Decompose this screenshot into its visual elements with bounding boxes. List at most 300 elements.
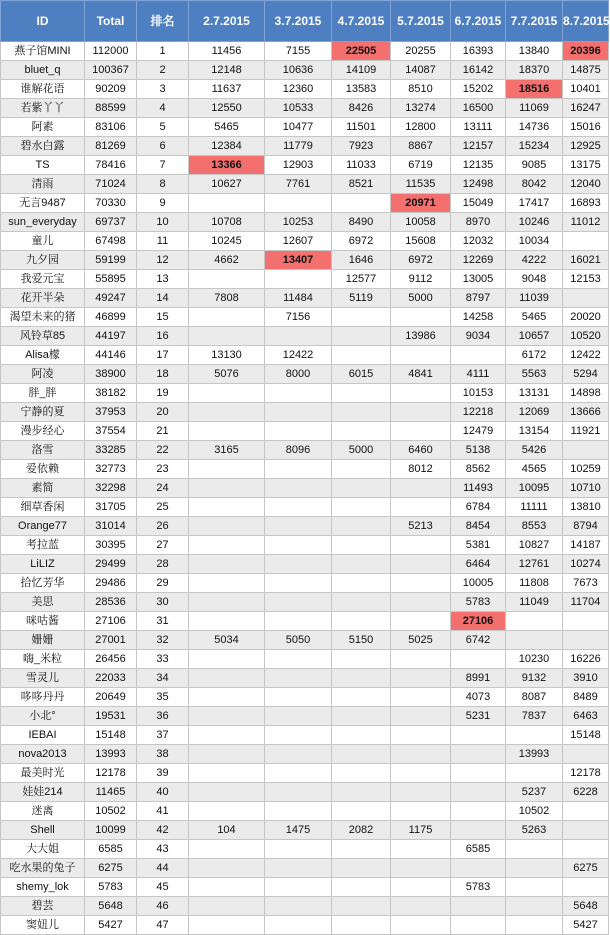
user-id-cell[interactable]: shemy_lok [1, 878, 85, 897]
rank-cell[interactable]: 36 [137, 707, 189, 726]
rank-cell[interactable]: 21 [137, 422, 189, 441]
rank-cell[interactable]: 27 [137, 536, 189, 555]
daily-value-cell[interactable]: 9048 [506, 270, 563, 289]
user-id-cell[interactable]: 美思 [1, 593, 85, 612]
daily-value-cell[interactable] [563, 821, 609, 840]
rank-cell[interactable]: 29 [137, 574, 189, 593]
daily-value-cell[interactable]: 10274 [563, 555, 609, 574]
total-cell[interactable]: 5783 [85, 878, 137, 897]
daily-value-cell[interactable] [332, 783, 391, 802]
total-cell[interactable]: 33285 [85, 441, 137, 460]
daily-value-cell[interactable] [332, 384, 391, 403]
total-cell[interactable]: 81269 [85, 137, 137, 156]
daily-value-cell[interactable] [265, 194, 332, 213]
total-cell[interactable]: 55895 [85, 270, 137, 289]
daily-value-cell[interactable]: 5381 [451, 536, 506, 555]
daily-value-cell[interactable]: 16247 [563, 99, 609, 118]
daily-value-cell[interactable]: 14898 [563, 384, 609, 403]
total-cell[interactable]: 31014 [85, 517, 137, 536]
rank-cell[interactable]: 23 [137, 460, 189, 479]
daily-value-cell[interactable]: 10710 [563, 479, 609, 498]
daily-value-cell[interactable] [506, 726, 563, 745]
user-id-cell[interactable]: 小北° [1, 707, 85, 726]
daily-value-cell[interactable]: 11049 [506, 593, 563, 612]
daily-value-cell[interactable] [189, 859, 265, 878]
daily-value-cell[interactable]: 5034 [189, 631, 265, 650]
user-id-cell[interactable]: 洛雪 [1, 441, 85, 460]
total-cell[interactable]: 44197 [85, 327, 137, 346]
daily-value-cell[interactable] [332, 460, 391, 479]
daily-value-cell[interactable] [332, 650, 391, 669]
daily-value-cell[interactable] [189, 403, 265, 422]
daily-value-cell[interactable]: 5050 [265, 631, 332, 650]
daily-value-cell[interactable]: 8797 [451, 289, 506, 308]
daily-value-cell[interactable]: 6742 [451, 631, 506, 650]
daily-value-cell[interactable] [189, 764, 265, 783]
daily-value-cell[interactable]: 5427 [563, 916, 609, 935]
daily-value-cell[interactable]: 10827 [506, 536, 563, 555]
daily-value-cell[interactable] [189, 897, 265, 916]
daily-value-cell[interactable]: 10477 [265, 118, 332, 137]
rank-cell[interactable]: 8 [137, 175, 189, 194]
rank-cell[interactable]: 31 [137, 612, 189, 631]
total-cell[interactable]: 30395 [85, 536, 137, 555]
daily-value-cell[interactable]: 12498 [451, 175, 506, 194]
daily-value-cell[interactable] [332, 555, 391, 574]
daily-value-cell[interactable]: 8000 [265, 365, 332, 384]
total-cell[interactable]: 31705 [85, 498, 137, 517]
total-cell[interactable]: 83106 [85, 118, 137, 137]
user-id-cell[interactable]: 清雨 [1, 175, 85, 194]
user-id-cell[interactable]: 嗨_米粒 [1, 650, 85, 669]
rank-cell[interactable]: 42 [137, 821, 189, 840]
daily-value-cell[interactable] [332, 764, 391, 783]
user-id-cell[interactable]: 姗姗 [1, 631, 85, 650]
daily-value-cell[interactable] [189, 422, 265, 441]
daily-value-cell[interactable] [189, 726, 265, 745]
total-cell[interactable]: 67498 [85, 232, 137, 251]
daily-value-cell[interactable] [506, 878, 563, 897]
total-cell[interactable]: 11465 [85, 783, 137, 802]
daily-value-cell[interactable] [563, 878, 609, 897]
daily-value-cell[interactable] [391, 745, 451, 764]
daily-value-cell[interactable] [189, 460, 265, 479]
daily-value-cell[interactable]: 8426 [332, 99, 391, 118]
rank-cell[interactable]: 37 [137, 726, 189, 745]
daily-value-cell[interactable]: 11921 [563, 422, 609, 441]
daily-value-cell[interactable]: 13154 [506, 422, 563, 441]
daily-value-cell[interactable]: 10502 [506, 802, 563, 821]
daily-value-cell[interactable]: 15148 [563, 726, 609, 745]
daily-value-cell[interactable] [391, 840, 451, 859]
user-id-cell[interactable]: 窦妞儿 [1, 916, 85, 935]
daily-value-cell[interactable]: 6172 [506, 346, 563, 365]
column-header[interactable]: 8.7.2015 [563, 1, 609, 42]
daily-value-cell[interactable] [265, 612, 332, 631]
daily-value-cell[interactable]: 12148 [189, 61, 265, 80]
daily-value-cell[interactable]: 15608 [391, 232, 451, 251]
daily-value-cell[interactable] [265, 916, 332, 935]
daily-value-cell[interactable]: 6719 [391, 156, 451, 175]
rank-cell[interactable]: 2 [137, 61, 189, 80]
daily-value-cell[interactable]: 1475 [265, 821, 332, 840]
daily-value-cell[interactable]: 13840 [506, 42, 563, 61]
daily-value-cell[interactable] [391, 707, 451, 726]
daily-value-cell[interactable]: 5783 [451, 593, 506, 612]
user-id-cell[interactable]: 阿凌 [1, 365, 85, 384]
total-cell[interactable]: 10099 [85, 821, 137, 840]
daily-value-cell[interactable] [189, 688, 265, 707]
daily-value-cell[interactable]: 16226 [563, 650, 609, 669]
daily-value-cell[interactable]: 10034 [506, 232, 563, 251]
daily-value-cell[interactable]: 11111 [506, 498, 563, 517]
daily-value-cell[interactable] [332, 346, 391, 365]
daily-value-cell[interactable] [391, 536, 451, 555]
daily-value-cell[interactable] [451, 726, 506, 745]
daily-value-cell[interactable] [265, 498, 332, 517]
daily-value-cell[interactable] [391, 403, 451, 422]
daily-value-cell[interactable] [332, 308, 391, 327]
rank-cell[interactable]: 32 [137, 631, 189, 650]
daily-value-cell[interactable]: 18516 [506, 80, 563, 99]
daily-value-cell[interactable] [265, 574, 332, 593]
daily-value-cell[interactable]: 5783 [451, 878, 506, 897]
daily-value-cell[interactable]: 3165 [189, 441, 265, 460]
daily-value-cell[interactable]: 10627 [189, 175, 265, 194]
daily-value-cell[interactable]: 6463 [563, 707, 609, 726]
daily-value-cell[interactable]: 8454 [451, 517, 506, 536]
user-id-cell[interactable]: 童儿 [1, 232, 85, 251]
rank-cell[interactable]: 22 [137, 441, 189, 460]
daily-value-cell[interactable] [189, 327, 265, 346]
daily-value-cell[interactable]: 13810 [563, 498, 609, 517]
daily-value-cell[interactable]: 5000 [332, 441, 391, 460]
daily-value-cell[interactable] [332, 327, 391, 346]
daily-value-cell[interactable]: 7155 [265, 42, 332, 61]
rank-cell[interactable]: 16 [137, 327, 189, 346]
daily-value-cell[interactable]: 10253 [265, 213, 332, 232]
rank-cell[interactable]: 25 [137, 498, 189, 517]
daily-value-cell[interactable] [506, 840, 563, 859]
daily-value-cell[interactable]: 12218 [451, 403, 506, 422]
total-cell[interactable]: 6275 [85, 859, 137, 878]
rank-cell[interactable]: 19 [137, 384, 189, 403]
daily-value-cell[interactable]: 5213 [391, 517, 451, 536]
daily-value-cell[interactable]: 7156 [265, 308, 332, 327]
daily-value-cell[interactable] [391, 384, 451, 403]
daily-value-cell[interactable]: 10058 [391, 213, 451, 232]
daily-value-cell[interactable]: 13993 [506, 745, 563, 764]
daily-value-cell[interactable]: 10245 [189, 232, 265, 251]
daily-value-cell[interactable]: 16500 [451, 99, 506, 118]
daily-value-cell[interactable] [391, 764, 451, 783]
user-id-cell[interactable]: 宁静的夏 [1, 403, 85, 422]
total-cell[interactable]: 20649 [85, 688, 137, 707]
total-cell[interactable]: 44146 [85, 346, 137, 365]
daily-value-cell[interactable]: 5025 [391, 631, 451, 650]
daily-value-cell[interactable]: 15202 [451, 80, 506, 99]
daily-value-cell[interactable]: 8510 [391, 80, 451, 99]
daily-value-cell[interactable] [506, 916, 563, 935]
daily-value-cell[interactable] [451, 859, 506, 878]
total-cell[interactable]: 69737 [85, 213, 137, 232]
daily-value-cell[interactable]: 6464 [451, 555, 506, 574]
column-header[interactable]: 2.7.2015 [189, 1, 265, 42]
daily-value-cell[interactable]: 1175 [391, 821, 451, 840]
daily-value-cell[interactable]: 11637 [189, 80, 265, 99]
daily-value-cell[interactable]: 10636 [265, 61, 332, 80]
daily-value-cell[interactable]: 9034 [451, 327, 506, 346]
daily-value-cell[interactable]: 12032 [451, 232, 506, 251]
rank-cell[interactable]: 44 [137, 859, 189, 878]
daily-value-cell[interactable] [563, 631, 609, 650]
daily-value-cell[interactable]: 12577 [332, 270, 391, 289]
daily-value-cell[interactable]: 10533 [265, 99, 332, 118]
daily-value-cell[interactable] [189, 498, 265, 517]
daily-value-cell[interactable]: 11779 [265, 137, 332, 156]
daily-value-cell[interactable] [451, 346, 506, 365]
user-id-cell[interactable]: bluet_q [1, 61, 85, 80]
daily-value-cell[interactable] [391, 555, 451, 574]
rank-cell[interactable]: 34 [137, 669, 189, 688]
user-id-cell[interactable]: 细草香闲 [1, 498, 85, 517]
rank-cell[interactable]: 15 [137, 308, 189, 327]
total-cell[interactable]: 38182 [85, 384, 137, 403]
daily-value-cell[interactable] [391, 422, 451, 441]
rank-cell[interactable]: 6 [137, 137, 189, 156]
daily-value-cell[interactable] [265, 840, 332, 859]
column-header[interactable]: 4.7.2015 [332, 1, 391, 42]
user-id-cell[interactable]: 考拉蓝 [1, 536, 85, 555]
user-id-cell[interactable]: 谁解花语 [1, 80, 85, 99]
daily-value-cell[interactable]: 12422 [265, 346, 332, 365]
daily-value-cell[interactable]: 6015 [332, 365, 391, 384]
daily-value-cell[interactable]: 13111 [451, 118, 506, 137]
daily-value-cell[interactable] [189, 916, 265, 935]
daily-value-cell[interactable] [391, 726, 451, 745]
total-cell[interactable]: 19531 [85, 707, 137, 726]
daily-value-cell[interactable]: 17417 [506, 194, 563, 213]
daily-value-cell[interactable]: 13005 [451, 270, 506, 289]
daily-value-cell[interactable]: 12269 [451, 251, 506, 270]
daily-value-cell[interactable] [332, 707, 391, 726]
daily-value-cell[interactable] [563, 802, 609, 821]
user-id-cell[interactable]: 九夕园 [1, 251, 85, 270]
column-header[interactable]: 排名 [137, 1, 189, 42]
total-cell[interactable]: 32773 [85, 460, 137, 479]
daily-value-cell[interactable]: 5648 [563, 897, 609, 916]
user-id-cell[interactable]: 若紫丫丫 [1, 99, 85, 118]
daily-value-cell[interactable]: 10657 [506, 327, 563, 346]
rank-cell[interactable]: 40 [137, 783, 189, 802]
daily-value-cell[interactable]: 11069 [506, 99, 563, 118]
daily-value-cell[interactable]: 16893 [563, 194, 609, 213]
daily-value-cell[interactable]: 4073 [451, 688, 506, 707]
daily-value-cell[interactable] [391, 308, 451, 327]
daily-value-cell[interactable]: 10153 [451, 384, 506, 403]
daily-value-cell[interactable] [563, 612, 609, 631]
daily-value-cell[interactable]: 8991 [451, 669, 506, 688]
daily-value-cell[interactable]: 14875 [563, 61, 609, 80]
daily-value-cell[interactable]: 5237 [506, 783, 563, 802]
daily-value-cell[interactable] [391, 612, 451, 631]
rank-cell[interactable]: 12 [137, 251, 189, 270]
daily-value-cell[interactable] [391, 479, 451, 498]
user-id-cell[interactable]: 我爱元宝 [1, 270, 85, 289]
daily-value-cell[interactable]: 12550 [189, 99, 265, 118]
daily-value-cell[interactable]: 11493 [451, 479, 506, 498]
daily-value-cell[interactable] [332, 593, 391, 612]
daily-value-cell[interactable]: 8867 [391, 137, 451, 156]
daily-value-cell[interactable] [189, 802, 265, 821]
daily-value-cell[interactable] [265, 403, 332, 422]
daily-value-cell[interactable] [265, 764, 332, 783]
rank-cell[interactable]: 24 [137, 479, 189, 498]
daily-value-cell[interactable]: 8794 [563, 517, 609, 536]
rank-cell[interactable]: 28 [137, 555, 189, 574]
daily-value-cell[interactable] [265, 688, 332, 707]
column-header[interactable]: 6.7.2015 [451, 1, 506, 42]
daily-value-cell[interactable]: 15234 [506, 137, 563, 156]
daily-value-cell[interactable]: 11033 [332, 156, 391, 175]
daily-value-cell[interactable] [265, 327, 332, 346]
daily-value-cell[interactable]: 5231 [451, 707, 506, 726]
daily-value-cell[interactable]: 104 [189, 821, 265, 840]
daily-value-cell[interactable]: 20020 [563, 308, 609, 327]
daily-value-cell[interactable]: 5000 [391, 289, 451, 308]
daily-value-cell[interactable]: 8553 [506, 517, 563, 536]
daily-value-cell[interactable] [265, 802, 332, 821]
user-id-cell[interactable]: 娃娃214 [1, 783, 85, 802]
user-id-cell[interactable]: 阿素 [1, 118, 85, 137]
total-cell[interactable]: 90209 [85, 80, 137, 99]
rank-cell[interactable]: 43 [137, 840, 189, 859]
column-header[interactable]: 5.7.2015 [391, 1, 451, 42]
daily-value-cell[interactable] [391, 346, 451, 365]
daily-value-cell[interactable]: 10230 [506, 650, 563, 669]
daily-value-cell[interactable]: 4662 [189, 251, 265, 270]
daily-value-cell[interactable] [391, 593, 451, 612]
daily-value-cell[interactable] [451, 802, 506, 821]
daily-value-cell[interactable]: 8087 [506, 688, 563, 707]
daily-value-cell[interactable] [265, 745, 332, 764]
daily-value-cell[interactable]: 7837 [506, 707, 563, 726]
daily-value-cell[interactable]: 10246 [506, 213, 563, 232]
rank-cell[interactable]: 13 [137, 270, 189, 289]
daily-value-cell[interactable] [332, 840, 391, 859]
rank-cell[interactable]: 38 [137, 745, 189, 764]
daily-value-cell[interactable] [265, 593, 332, 612]
daily-value-cell[interactable]: 6585 [451, 840, 506, 859]
daily-value-cell[interactable]: 11704 [563, 593, 609, 612]
daily-value-cell[interactable] [189, 707, 265, 726]
daily-value-cell[interactable] [451, 916, 506, 935]
daily-value-cell[interactable]: 11535 [391, 175, 451, 194]
daily-value-cell[interactable] [265, 897, 332, 916]
daily-value-cell[interactable] [332, 802, 391, 821]
daily-value-cell[interactable]: 12607 [265, 232, 332, 251]
daily-value-cell[interactable]: 5150 [332, 631, 391, 650]
daily-value-cell[interactable]: 11039 [506, 289, 563, 308]
daily-value-cell[interactable]: 12135 [451, 156, 506, 175]
rank-cell[interactable]: 7 [137, 156, 189, 175]
user-id-cell[interactable]: nova2013 [1, 745, 85, 764]
daily-value-cell[interactable] [391, 574, 451, 593]
daily-value-cell[interactable]: 4841 [391, 365, 451, 384]
daily-value-cell[interactable] [189, 384, 265, 403]
daily-value-cell[interactable]: 13130 [189, 346, 265, 365]
daily-value-cell[interactable] [189, 270, 265, 289]
daily-value-cell[interactable]: 5426 [506, 441, 563, 460]
daily-value-cell[interactable]: 12040 [563, 175, 609, 194]
user-id-cell[interactable]: Shell [1, 821, 85, 840]
daily-value-cell[interactable] [332, 536, 391, 555]
user-id-cell[interactable]: 漫步经心 [1, 422, 85, 441]
total-cell[interactable]: 70330 [85, 194, 137, 213]
rank-cell[interactable]: 18 [137, 365, 189, 384]
rank-cell[interactable]: 11 [137, 232, 189, 251]
total-cell[interactable]: 37953 [85, 403, 137, 422]
daily-value-cell[interactable] [265, 650, 332, 669]
user-id-cell[interactable]: TS [1, 156, 85, 175]
daily-value-cell[interactable] [506, 897, 563, 916]
daily-value-cell[interactable]: 14109 [332, 61, 391, 80]
user-id-cell[interactable]: Alisa檬 [1, 346, 85, 365]
user-id-cell[interactable]: 最美时光 [1, 764, 85, 783]
user-id-cell[interactable]: 咪咕酱 [1, 612, 85, 631]
daily-value-cell[interactable]: 13666 [563, 403, 609, 422]
user-id-cell[interactable]: 素简 [1, 479, 85, 498]
column-header[interactable]: Total [85, 1, 137, 42]
daily-value-cell[interactable] [391, 688, 451, 707]
column-header[interactable]: 7.7.2015 [506, 1, 563, 42]
total-cell[interactable]: 29499 [85, 555, 137, 574]
daily-value-cell[interactable]: 4222 [506, 251, 563, 270]
daily-value-cell[interactable] [265, 270, 332, 289]
daily-value-cell[interactable]: 10401 [563, 80, 609, 99]
total-cell[interactable]: 26456 [85, 650, 137, 669]
user-id-cell[interactable]: 燕子馆MINI [1, 42, 85, 61]
daily-value-cell[interactable]: 8096 [265, 441, 332, 460]
total-cell[interactable]: 13993 [85, 745, 137, 764]
daily-value-cell[interactable] [189, 574, 265, 593]
daily-value-cell[interactable] [265, 460, 332, 479]
daily-value-cell[interactable]: 5465 [506, 308, 563, 327]
total-cell[interactable]: 28536 [85, 593, 137, 612]
daily-value-cell[interactable] [391, 783, 451, 802]
total-cell[interactable]: 78416 [85, 156, 137, 175]
daily-value-cell[interactable] [451, 745, 506, 764]
daily-value-cell[interactable] [189, 308, 265, 327]
daily-value-cell[interactable]: 11501 [332, 118, 391, 137]
daily-value-cell[interactable] [189, 479, 265, 498]
daily-value-cell[interactable] [332, 669, 391, 688]
daily-value-cell[interactable]: 11456 [189, 42, 265, 61]
daily-value-cell[interactable] [332, 745, 391, 764]
daily-value-cell[interactable] [506, 859, 563, 878]
daily-value-cell[interactable] [265, 384, 332, 403]
rank-cell[interactable]: 1 [137, 42, 189, 61]
daily-value-cell[interactable]: 9132 [506, 669, 563, 688]
daily-value-cell[interactable] [332, 612, 391, 631]
column-header[interactable]: ID [1, 1, 85, 42]
daily-value-cell[interactable]: 5465 [189, 118, 265, 137]
daily-value-cell[interactable]: 8562 [451, 460, 506, 479]
daily-value-cell[interactable] [332, 498, 391, 517]
daily-value-cell[interactable]: 20255 [391, 42, 451, 61]
daily-value-cell[interactable] [391, 802, 451, 821]
daily-value-cell[interactable]: 13583 [332, 80, 391, 99]
